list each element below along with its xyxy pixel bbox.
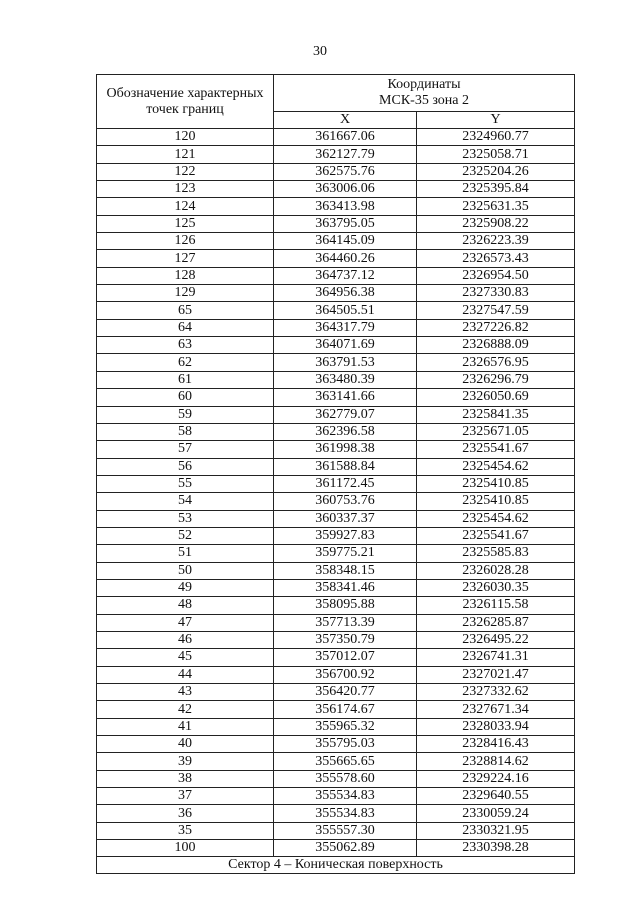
cell-x: 364071.69 — [274, 337, 417, 354]
cell-x: 362575.76 — [274, 163, 417, 180]
cell-y: 2325841.35 — [417, 406, 575, 423]
cell-x: 363480.39 — [274, 371, 417, 388]
cell-y: 2325631.35 — [417, 198, 575, 215]
table-row — [97, 441, 575, 458]
cell-y: 2326573.43 — [417, 250, 575, 267]
table-row — [97, 215, 575, 232]
cell-point: 59 — [97, 406, 274, 423]
table-row — [97, 163, 575, 180]
cell-point: 43 — [97, 684, 274, 701]
cell-x: 356700.92 — [274, 666, 417, 683]
cell-point: 65 — [97, 302, 274, 319]
cell-x: 364505.51 — [274, 302, 417, 319]
cell-point: 54 — [97, 493, 274, 510]
cell-x: 362127.79 — [274, 146, 417, 163]
cell-x: 355965.32 — [274, 718, 417, 735]
table-row — [97, 684, 575, 701]
cell-y: 2325058.71 — [417, 146, 575, 163]
cell-point: 38 — [97, 770, 274, 787]
cell-point: 49 — [97, 579, 274, 596]
cell-y: 2326576.95 — [417, 354, 575, 371]
cell-point: 42 — [97, 701, 274, 718]
table-row — [97, 770, 575, 787]
cell-x: 357350.79 — [274, 631, 417, 648]
cell-point: 47 — [97, 614, 274, 631]
cell-x: 361172.45 — [274, 475, 417, 492]
cell-point: 35 — [97, 822, 274, 839]
cell-point: 45 — [97, 649, 274, 666]
cell-y: 2326115.58 — [417, 597, 575, 614]
cell-point: 126 — [97, 233, 274, 250]
cell-x: 359927.83 — [274, 527, 417, 544]
cell-point: 64 — [97, 319, 274, 336]
cell-y: 2325395.84 — [417, 181, 575, 198]
table-row — [97, 233, 575, 250]
cell-x: 364317.79 — [274, 319, 417, 336]
cell-y: 2328814.62 — [417, 753, 575, 770]
cell-y: 2326050.69 — [417, 389, 575, 406]
cell-x: 358341.46 — [274, 579, 417, 596]
table-row — [97, 649, 575, 666]
cell-y: 2328033.94 — [417, 718, 575, 735]
sector-caption: Сектор 4 – Коническая поверхность — [97, 857, 575, 874]
cell-x: 361588.84 — [274, 458, 417, 475]
cell-y: 2326296.79 — [417, 371, 575, 388]
cell-point: 58 — [97, 423, 274, 440]
cell-point: 122 — [97, 163, 274, 180]
cell-x: 357012.07 — [274, 649, 417, 666]
cell-x: 358348.15 — [274, 562, 417, 579]
cell-point: 48 — [97, 597, 274, 614]
cell-point: 50 — [97, 562, 274, 579]
table-row — [97, 146, 575, 163]
cell-y: 2325908.22 — [417, 215, 575, 232]
cell-x: 356420.77 — [274, 684, 417, 701]
header-y: Y — [417, 112, 575, 129]
cell-y: 2325541.67 — [417, 441, 575, 458]
cell-point: 46 — [97, 631, 274, 648]
cell-x: 355534.83 — [274, 788, 417, 805]
table-row — [97, 371, 575, 388]
cell-y: 2326285.87 — [417, 614, 575, 631]
cell-x: 360337.37 — [274, 510, 417, 527]
table-row — [97, 475, 575, 492]
cell-x: 358095.88 — [274, 597, 417, 614]
table-row — [97, 718, 575, 735]
cell-point: 62 — [97, 354, 274, 371]
table-row — [97, 753, 575, 770]
table-row — [97, 545, 575, 562]
header-points: Обозначение характерных точек границ — [97, 75, 274, 129]
table-row — [97, 631, 575, 648]
table-row — [97, 493, 575, 510]
cell-point: 120 — [97, 129, 274, 146]
cell-point: 41 — [97, 718, 274, 735]
cell-point: 60 — [97, 389, 274, 406]
table-row — [97, 181, 575, 198]
cell-x: 362779.07 — [274, 406, 417, 423]
cell-x: 355665.65 — [274, 753, 417, 770]
cell-x: 362396.58 — [274, 423, 417, 440]
cell-x: 363413.98 — [274, 198, 417, 215]
cell-x: 355557.30 — [274, 822, 417, 839]
table-row — [97, 822, 575, 839]
cell-x: 363006.06 — [274, 181, 417, 198]
cell-x: 364460.26 — [274, 250, 417, 267]
cell-point: 124 — [97, 198, 274, 215]
cell-point: 63 — [97, 337, 274, 354]
table-body — [97, 129, 575, 857]
header-coordinates — [274, 75, 575, 112]
table-row — [97, 389, 575, 406]
cell-y: 2326495.22 — [417, 631, 575, 648]
table-row — [97, 285, 575, 302]
table-row — [97, 805, 575, 822]
cell-y: 2325671.05 — [417, 423, 575, 440]
cell-y: 2325410.85 — [417, 475, 575, 492]
cell-y: 2325410.85 — [417, 493, 575, 510]
cell-y: 2325585.83 — [417, 545, 575, 562]
cell-y: 2326888.09 — [417, 337, 575, 354]
table-row — [97, 579, 575, 596]
table-row — [97, 458, 575, 475]
cell-point: 56 — [97, 458, 274, 475]
table-row — [97, 129, 575, 146]
cell-point: 121 — [97, 146, 274, 163]
cell-y: 2325541.67 — [417, 527, 575, 544]
cell-point: 127 — [97, 250, 274, 267]
table-row — [97, 788, 575, 805]
cell-point: 39 — [97, 753, 274, 770]
cell-point: 40 — [97, 736, 274, 753]
cell-x: 355534.83 — [274, 805, 417, 822]
cell-point: 51 — [97, 545, 274, 562]
cell-x: 355578.60 — [274, 770, 417, 787]
cell-x: 364737.12 — [274, 267, 417, 284]
table-row — [97, 337, 575, 354]
cell-x: 363791.53 — [274, 354, 417, 371]
cell-y: 2326030.35 — [417, 579, 575, 596]
cell-point: 53 — [97, 510, 274, 527]
cell-y: 2328416.43 — [417, 736, 575, 753]
cell-y: 2327671.34 — [417, 701, 575, 718]
cell-y: 2327547.59 — [417, 302, 575, 319]
table-row — [97, 267, 575, 284]
table-row — [97, 250, 575, 267]
table-row — [97, 406, 575, 423]
cell-y: 2330321.95 — [417, 822, 575, 839]
cell-point: 57 — [97, 441, 274, 458]
cell-x: 361667.06 — [274, 129, 417, 146]
cell-y: 2330398.28 — [417, 840, 575, 857]
table-row — [97, 562, 575, 579]
cell-point: 44 — [97, 666, 274, 683]
cell-y: 2327226.82 — [417, 319, 575, 336]
cell-x: 363795.05 — [274, 215, 417, 232]
cell-y: 2330059.24 — [417, 805, 575, 822]
cell-point: 52 — [97, 527, 274, 544]
table-row — [97, 302, 575, 319]
table-row — [97, 319, 575, 336]
cell-x: 361998.38 — [274, 441, 417, 458]
cell-x: 355062.89 — [274, 840, 417, 857]
page-number: 30 — [313, 44, 327, 59]
cell-y: 2327021.47 — [417, 666, 575, 683]
header-x: X — [274, 112, 417, 129]
table-row — [97, 840, 575, 857]
header-coords-title: Координаты — [387, 77, 461, 92]
table-row — [97, 701, 575, 718]
cell-x: 356174.67 — [274, 701, 417, 718]
table-row — [97, 527, 575, 544]
coordinates-table — [96, 74, 575, 874]
header-coord-system: МСК-35 зона 2 — [379, 93, 469, 108]
cell-y: 2325454.62 — [417, 510, 575, 527]
cell-point: 36 — [97, 805, 274, 822]
cell-y: 2326954.50 — [417, 267, 575, 284]
cell-point: 55 — [97, 475, 274, 492]
cell-y: 2324960.77 — [417, 129, 575, 146]
cell-y: 2329224.16 — [417, 770, 575, 787]
cell-x: 363141.66 — [274, 389, 417, 406]
cell-y: 2326741.31 — [417, 649, 575, 666]
cell-y: 2329640.55 — [417, 788, 575, 805]
cell-x: 364956.38 — [274, 285, 417, 302]
table-row — [97, 510, 575, 527]
table-row — [97, 736, 575, 753]
cell-point: 123 — [97, 181, 274, 198]
cell-x: 360753.76 — [274, 493, 417, 510]
table-row — [97, 198, 575, 215]
cell-y: 2326028.28 — [417, 562, 575, 579]
cell-x: 355795.03 — [274, 736, 417, 753]
cell-x: 364145.09 — [274, 233, 417, 250]
cell-point: 125 — [97, 215, 274, 232]
cell-point: 129 — [97, 285, 274, 302]
cell-y: 2326223.39 — [417, 233, 575, 250]
table-row — [97, 614, 575, 631]
cell-y: 2327330.83 — [417, 285, 575, 302]
cell-y: 2325204.26 — [417, 163, 575, 180]
cell-point: 61 — [97, 371, 274, 388]
table-row — [97, 423, 575, 440]
cell-point: 37 — [97, 788, 274, 805]
cell-x: 357713.39 — [274, 614, 417, 631]
cell-point: 100 — [97, 840, 274, 857]
cell-y: 2325454.62 — [417, 458, 575, 475]
cell-point: 128 — [97, 267, 274, 284]
table-row — [97, 666, 575, 683]
cell-y: 2327332.62 — [417, 684, 575, 701]
cell-x: 359775.21 — [274, 545, 417, 562]
table-row — [97, 354, 575, 371]
table-row — [97, 597, 575, 614]
